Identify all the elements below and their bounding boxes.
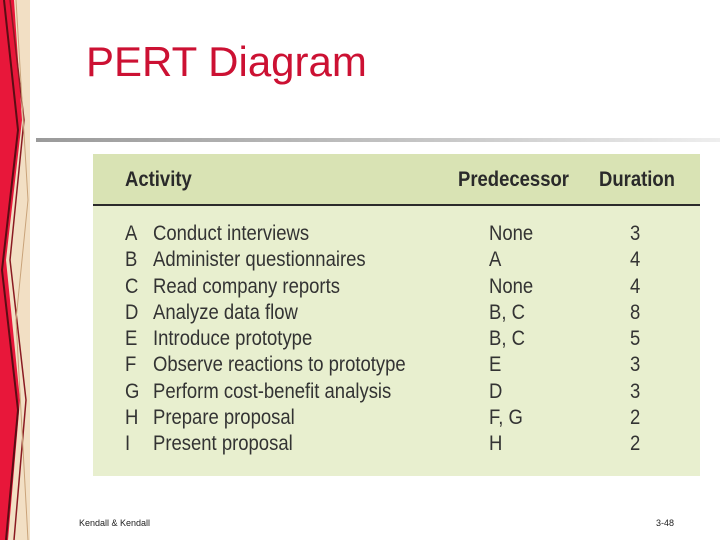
duration: 5: [630, 327, 641, 351]
duration: 3: [630, 222, 641, 245]
header-activity: Activity: [125, 168, 192, 191]
header-duration: Duration: [599, 168, 675, 191]
table-row: [93, 353, 700, 379]
activity-id: C: [125, 274, 139, 298]
predecessor: None: [489, 274, 534, 298]
predecessor: F, G: [489, 406, 523, 430]
left-decorative-border: [0, 0, 30, 540]
predecessor: B, C: [489, 327, 525, 351]
table-row: [93, 432, 700, 458]
predecessor: H: [489, 432, 503, 456]
activity-name: Introduce prototype: [153, 327, 313, 351]
header-predecessor: Predecessor: [458, 168, 569, 191]
duration: 3: [630, 379, 641, 403]
table-row: [93, 406, 700, 432]
predecessor: E: [489, 353, 502, 377]
table-row: [93, 248, 700, 274]
predecessor: A: [489, 248, 502, 272]
activity-id: G: [125, 379, 140, 403]
table-body: [93, 222, 700, 459]
table-row: [93, 222, 700, 248]
duration: 2: [630, 406, 641, 430]
activity-name: Conduct interviews: [153, 222, 310, 245]
table-row: [93, 275, 700, 301]
duration: 2: [630, 432, 641, 456]
predecessor: None: [489, 222, 534, 245]
slide-number: 3-48: [656, 518, 675, 528]
duration: 8: [630, 300, 641, 324]
table-row: [93, 380, 700, 406]
activity-id: H: [125, 406, 139, 430]
slide-title: PERT Diagram: [86, 38, 367, 85]
activity-id: D: [125, 300, 139, 324]
activity-id: A: [125, 222, 138, 245]
table-header: [93, 154, 700, 206]
predecessor: D: [489, 379, 503, 403]
table-row: [93, 327, 700, 353]
duration: 3: [630, 353, 641, 377]
activity-name: Perform cost-benefit analysis: [153, 379, 392, 403]
duration: 4: [630, 274, 641, 298]
activity-name: Present proposal: [153, 432, 293, 456]
activity-id: F: [125, 353, 137, 377]
activity-name: Analyze data flow: [153, 300, 298, 324]
title-divider: [36, 138, 720, 142]
decorative-stripes: [0, 0, 30, 540]
activity-id: I: [125, 432, 131, 456]
activity-id: E: [125, 327, 138, 351]
activity-name: Observe reactions to prototype: [153, 353, 406, 377]
pert-table: [93, 154, 700, 476]
predecessor: B, C: [489, 300, 525, 324]
table-row: [93, 301, 700, 327]
activity-id: B: [125, 248, 138, 272]
activity-name: Administer questionnaires: [153, 248, 366, 272]
activity-name: Prepare proposal: [153, 406, 295, 430]
footer-author: Kendall & Kendall: [79, 518, 151, 528]
duration: 4: [630, 248, 641, 272]
activity-name: Read company reports: [153, 274, 340, 298]
